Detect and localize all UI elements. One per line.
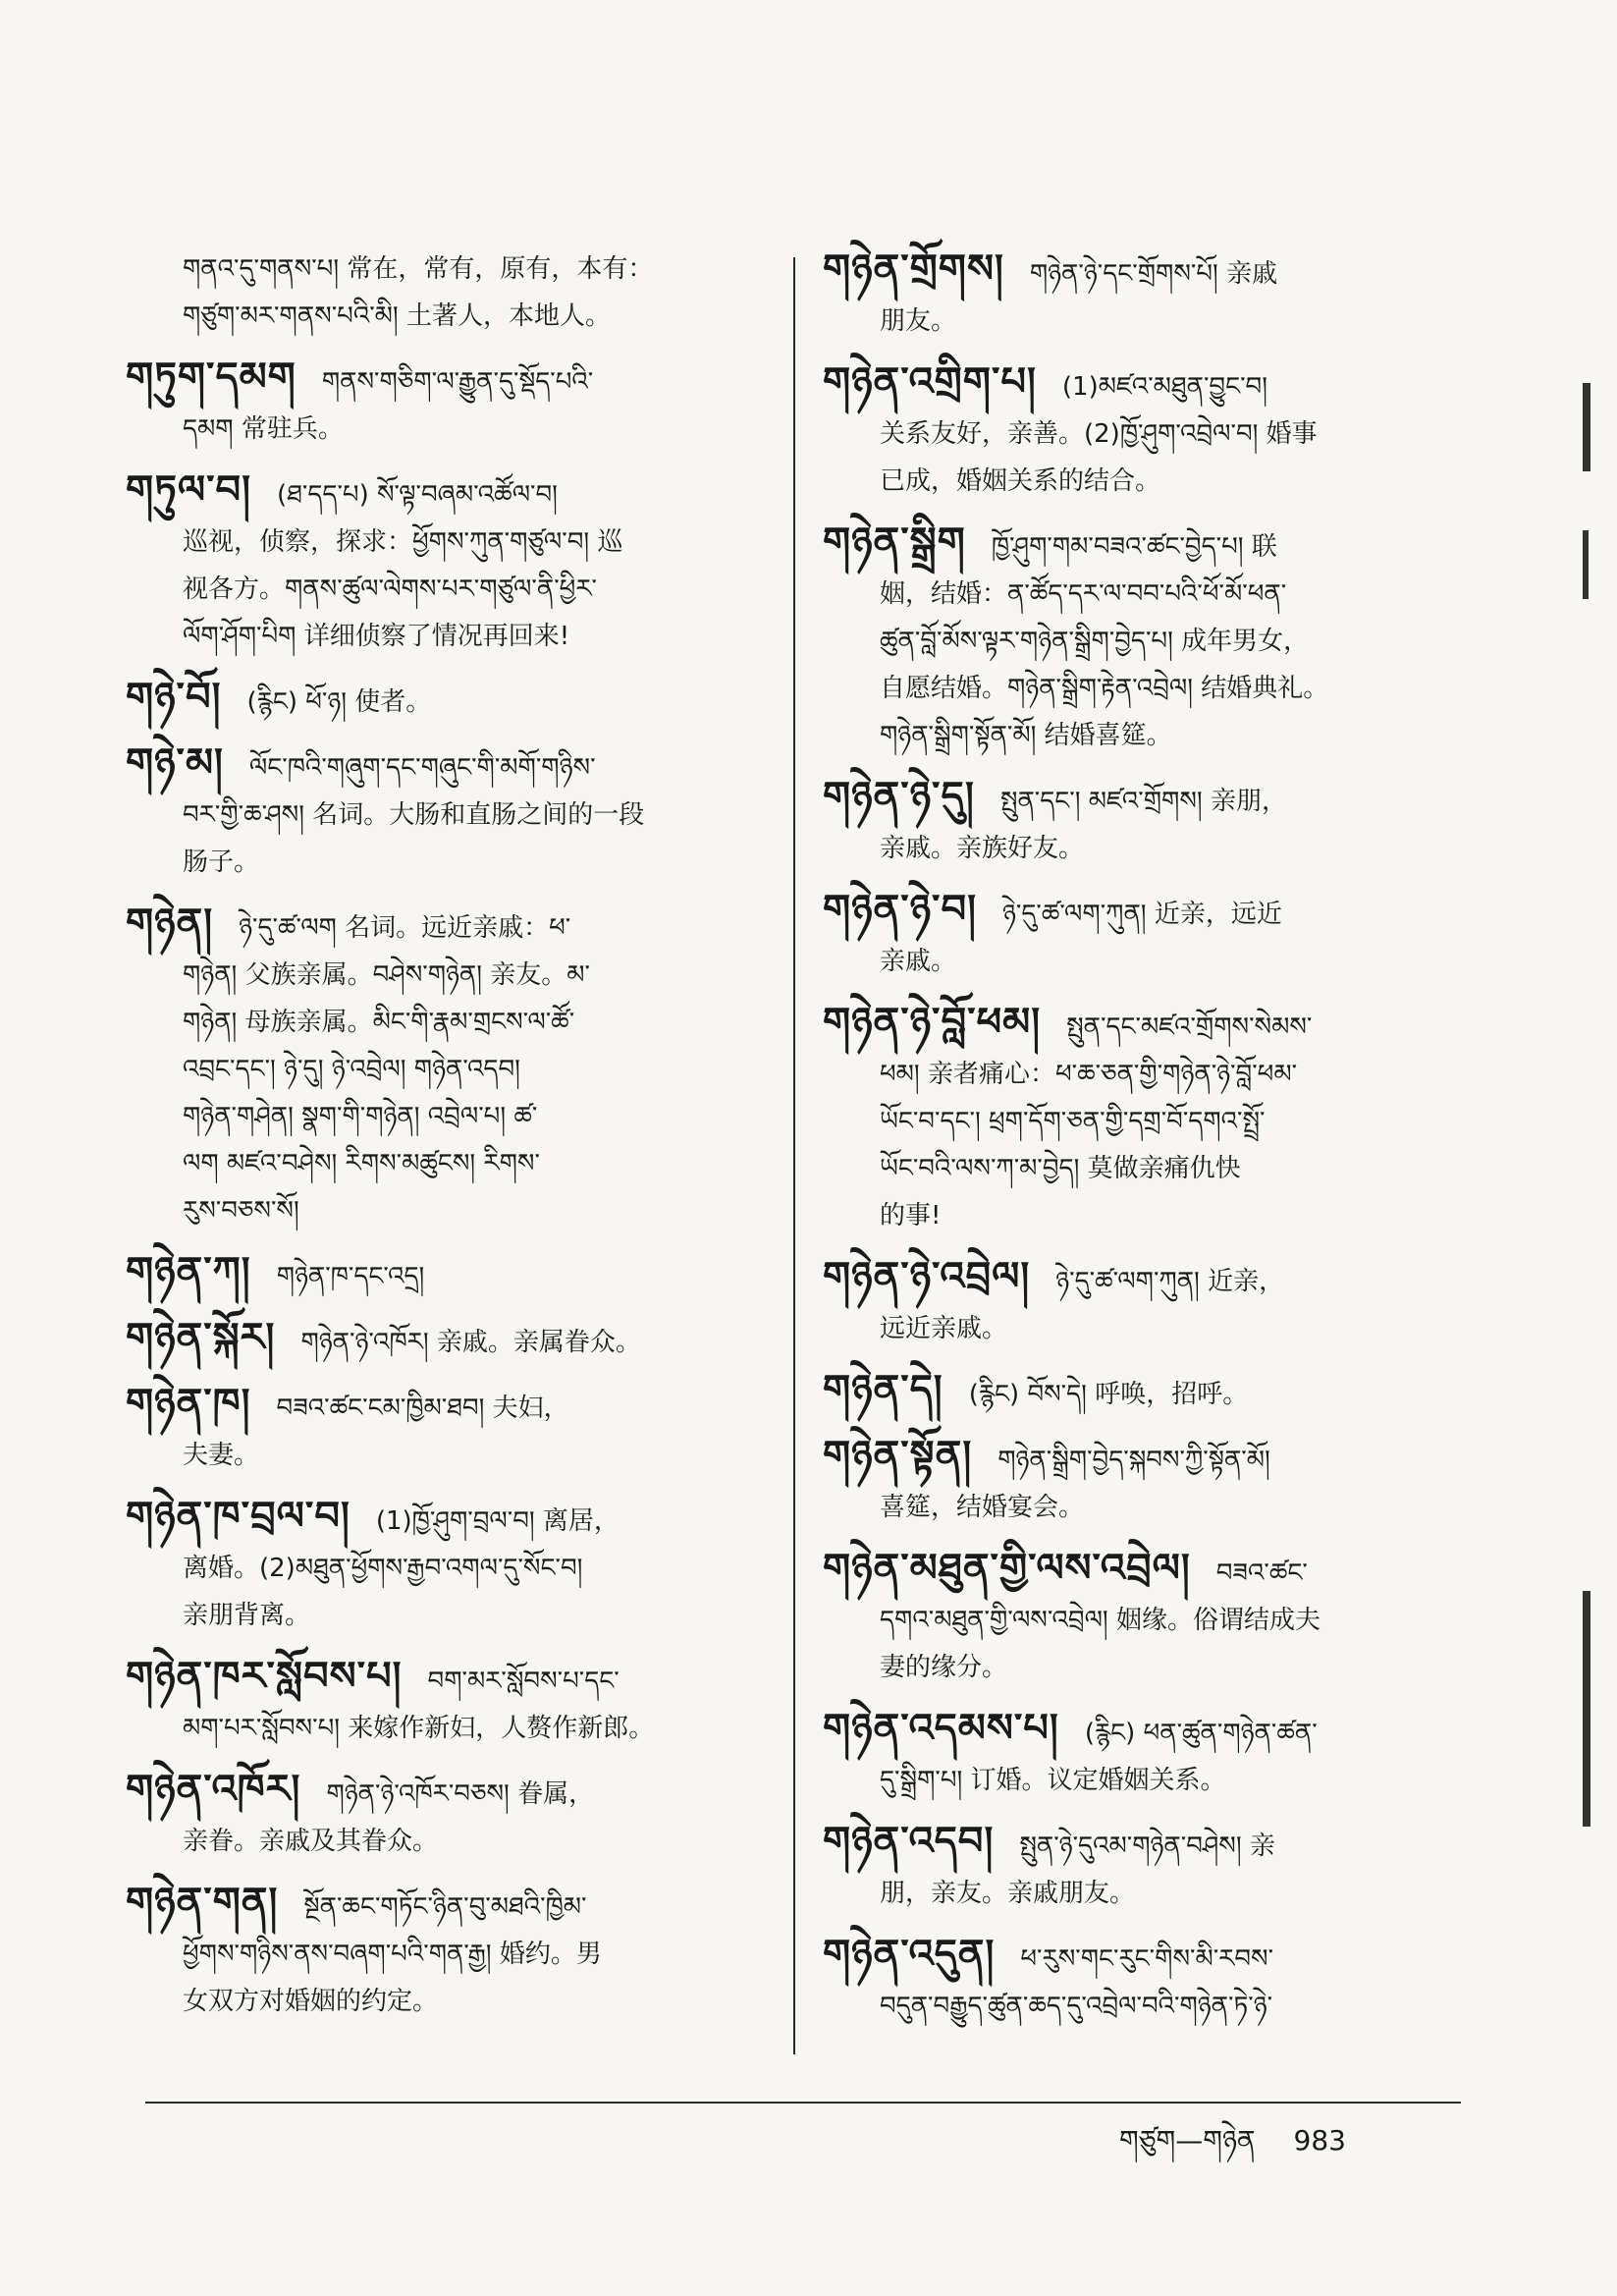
entry-line: [126, 1978, 774, 2025]
entry-line: [126, 1653, 774, 1705]
entry-line: [126, 613, 774, 660]
entry-line: [823, 1757, 1471, 1804]
entry-text: (རྙིང) ཕོ་ཉ། 使者。: [246, 687, 432, 717]
dictionary-entry: [823, 886, 1471, 985]
entry-text: 妻的缘分。: [880, 1653, 1008, 1682]
entry-text: ཉེ་དུ་ཚ་ལག་ཀུན། 近亲，: [1055, 1267, 1285, 1296]
entry-line: [126, 674, 774, 726]
entry-text: གནས་གཅིག་ལ་རྒྱུན་དུ་སྡོད་པའི་: [321, 367, 594, 397]
entry-line: [823, 1818, 1471, 1870]
dictionary-entry: [823, 999, 1471, 1239]
entry-text: (རྙིང) བོས་དེ། 呼唤，招呼。: [968, 1380, 1249, 1409]
entry-text: ཉེ་དུ་ཚ་ལག 名词。远近亲戚：ཕ་: [239, 913, 571, 943]
entry-line: [823, 1253, 1471, 1305]
entry-line: [126, 1314, 774, 1366]
scan-edge-mark: [1583, 530, 1589, 599]
entry-text: བཟའ་ཚང་: [1215, 1558, 1308, 1588]
entry-line: [126, 1931, 774, 1978]
dictionary-entry: [126, 1766, 774, 1865]
dictionary-entry: [126, 1380, 774, 1479]
entry-line: [126, 1766, 774, 1818]
entry-text: 自愿结婚。གཉེན་སྒྲིག་རྟེན་འབྲེལ། 结婚典礼。: [880, 674, 1329, 703]
entry-headword: གཉེ་བོ།: [126, 675, 222, 720]
dictionary-entry: [823, 358, 1471, 505]
entry-text: གཉེན་ཉེ་འཁོར། 亲戚。亲属眷众。: [300, 1328, 641, 1357]
entry-text: གཉེན། 母族亲属。མིང་གི་རྣམ་གྲངས་ལ་ཚོ་: [183, 1008, 575, 1037]
entry-headword: གཉེན་གན།: [126, 1880, 279, 1925]
entry-text: སྤུན་ཉེ་དུའམ་གཉེན་བཤེས། 亲: [1019, 1831, 1275, 1861]
dictionary-entry: [126, 466, 774, 660]
entry-text: གཉེན་གཤེན། སྣག་གི་གཉེན། འབྲེལ་པ། ཚ་: [183, 1102, 538, 1131]
entry-text: བར་གྱི་ཆ་ཤས། 名词。大肠和直肠之间的一段: [183, 800, 645, 830]
entry-text: ཁྱོ་ཤུག་གམ་བཟའ་ཚང་བྱེད་པ། 联: [991, 532, 1277, 562]
entry-text: ཡོང་བ་དང་། ཕྲག་དོག་ཅན་གྱི་དགྲ་བོ་དགའ་སྤྲོ་: [880, 1107, 1266, 1136]
dictionary-entry: [823, 773, 1471, 872]
entry-text: ཚུན་བློ་མོས་ལྟར་གཉེན་སྒྲིག་བྱེད་པ། 成年男女，: [880, 627, 1310, 656]
entry-text: མག་པར་སློབས་པ། 来嫁作新妇，人赘作新郎。: [183, 1714, 655, 1743]
entry-text: གཉེན་སྒྲིག་སྟོན་མོ། 结婚喜筵。: [880, 721, 1172, 750]
entry-headword: གཉེ་མ།: [126, 740, 224, 786]
entry-text: སྤུན་དང་། མཛའ་གྲོགས། 亲朋，: [999, 787, 1287, 816]
entry-text: 朋友。: [880, 306, 957, 336]
dictionary-entry: [823, 1366, 1471, 1418]
left-column: [126, 246, 774, 2039]
entry-line: [823, 1192, 1471, 1239]
entry-text: ཡོང་བའི་ལས་ཀ་མ་བྱེད། 莫做亲痛仇快: [880, 1154, 1241, 1183]
entry-headword: གཉེན་འཁོར།: [126, 1767, 301, 1812]
entry-line: [126, 1046, 774, 1093]
entry-line: [126, 1432, 774, 1479]
entry-text: (ཐ་དད་པ) སོ་ལྟ་བཞམ་འཚོལ་བ།: [277, 480, 558, 510]
entry-text: (1)མཛའ་མཐུན་བྱུང་བ།: [1061, 372, 1267, 402]
dictionary-entry: [126, 900, 774, 1234]
footer-rule: [145, 2102, 1461, 2104]
entry-headword: གཉེན་དེ།: [823, 1367, 943, 1412]
entry-line: [823, 1705, 1471, 1757]
scan-edge-mark: [1583, 383, 1590, 471]
dictionary-entry: [126, 246, 774, 340]
entry-text: 的事!: [880, 1201, 942, 1230]
entry-text: གཉེན་ཁ་དང་འདྲ།: [276, 1262, 425, 1291]
entry-text: རུས་བཅས་སོ།: [183, 1196, 299, 1226]
entry-line: [126, 519, 774, 566]
entry-line: [823, 886, 1471, 938]
dictionary-entry: [823, 1253, 1471, 1352]
dictionary-entry: [823, 1705, 1471, 1804]
dictionary-entry: [823, 1931, 1471, 2030]
entry-line: [126, 466, 774, 519]
entry-line: [126, 1545, 774, 1592]
dictionary-entry: [126, 1248, 774, 1300]
entry-line: [823, 1870, 1471, 1917]
entry-line: [126, 900, 774, 952]
entry-line: [823, 519, 1471, 571]
entry-text: བག་མར་སློབས་པ་དང་: [427, 1667, 620, 1696]
entry-text: ཕམ། 亲者痛心：ཕ་ཆ་ཅན་གྱི་གཉེན་ཉེ་བློ་ཕམ་: [880, 1060, 1298, 1089]
entry-text: 肠子。: [183, 847, 260, 877]
footer-range: གཙུག—གཉེན: [1119, 2124, 1256, 2157]
entry-text: 夫妻。: [183, 1441, 260, 1470]
entry-line: [126, 246, 774, 293]
entry-text: ཉེ་དུ་ཚ་ལག་ཀུན། 近亲，远近: [1001, 900, 1282, 929]
entry-line: [823, 298, 1471, 345]
entry-headword: གཉེན།: [126, 901, 214, 946]
entry-headword: གཉེན་ཉེ་དུ།: [823, 774, 975, 819]
entry-line: [823, 1983, 1471, 2030]
entry-text: 远近亲戚。: [880, 1314, 1008, 1343]
entry-line: [823, 410, 1471, 458]
entry-text: བཟའ་ཚང་ངམ་ཁྱིམ་ཐབ། 夫妇，: [276, 1394, 569, 1423]
entry-text: 已成，婚姻关系的结合。: [880, 466, 1161, 496]
entry-line: [823, 938, 1471, 985]
entry-text: 亲朋背离。: [183, 1601, 311, 1630]
entry-line: [126, 792, 774, 839]
entry-text: ལག མཛའ་བཤེས། རིགས་མཚུངས། རིགས་: [183, 1149, 540, 1178]
dictionary-entry: [823, 1818, 1471, 1917]
entry-headword: གཉེན་ཉེ་བ།: [823, 887, 977, 932]
entry-text: བདུན་བརྒྱུད་ཚུན་ཆད་དུ་འབྲེལ་བའི་གཉེན་ཏེ་ཉེ་: [880, 1992, 1273, 2021]
entry-text: 离婚。(2)མཐུན་ཕྱོགས་རྒྱབ་འགལ་དུ་སོང་བ།: [183, 1554, 583, 1583]
entry-line: [823, 1644, 1471, 1691]
entry-line: [823, 999, 1471, 1051]
dictionary-entry: [126, 1493, 774, 1639]
dictionary-entry: [126, 1653, 774, 1752]
entry-text: གཉེན་སྒྲིག་བྱེད་སྐབས་ཀྱི་སྟོན་མོ།: [997, 1446, 1270, 1475]
dictionary-entry: [823, 1545, 1471, 1691]
entry-headword: གཉེན་འདབ།: [823, 1819, 995, 1864]
entry-text: དམག 常驻兵。: [183, 414, 344, 444]
entry-text: སྤུན་དང་མཛའ་གྲོགས་སེམས་: [1066, 1012, 1313, 1042]
entry-headword: གཉེན་སྐོར།: [126, 1315, 276, 1360]
entry-line: [823, 458, 1471, 505]
entry-line: [126, 566, 774, 613]
entry-text: 亲眷。亲戚及其眷众。: [183, 1827, 439, 1856]
entry-line: [126, 1187, 774, 1234]
entry-line: [823, 358, 1471, 410]
dictionary-entry: [126, 739, 774, 886]
right-column: [823, 246, 1471, 2044]
entry-text: ལོང་ཁའི་གཞུག་དང་གཞུང་གི་མགོ་གཉིས་: [248, 753, 596, 783]
entry-headword: གཉེན་འདམས་པ།: [823, 1706, 1059, 1751]
entry-line: [823, 1545, 1471, 1597]
entry-text: གཉེན་ཉེ་འཁོར་བཅས། 眷属，: [326, 1779, 595, 1809]
entry-line: [823, 1597, 1471, 1644]
dictionary-entry: [126, 674, 774, 726]
entry-headword: གཏུག་དམག: [126, 355, 296, 400]
entry-text: 姻，结婚：ན་ཚོད་དར་ལ་བབ་པའི་ཕོ་མོ་ཕན་: [880, 579, 1287, 609]
entry-text: 朋，亲友。亲戚朋友。: [880, 1879, 1136, 1908]
entry-line: [126, 999, 774, 1046]
entry-headword: གཉེན་ཁར་སློབས་པ།: [126, 1654, 403, 1699]
entry-text: (རྙིང) ཕན་ཚུན་གཉེན་ཚན་: [1084, 1719, 1318, 1748]
entry-line: [126, 354, 774, 406]
entry-line: [823, 1366, 1471, 1418]
entry-text: དགའ་མཐུན་གྱི་ལས་འབྲེལ། 姻缘。俗谓结成夫: [880, 1606, 1321, 1635]
entry-headword: གཉེན་འདུན།: [823, 1932, 996, 1977]
entry-line: [823, 1145, 1471, 1192]
entry-text: (1)ཁྱོ་ཤུག་བྲལ་བ། 离居，: [375, 1506, 620, 1536]
entry-text: 巡视，侦察，探求：ཕྱོགས་ཀུན་གཙུལ་བ། 巡: [183, 527, 623, 557]
entry-headword: གཉེན་ཁ།: [126, 1381, 251, 1426]
entry-headword: གཉེན་ཉེ་བློ་ཕམ།: [823, 1000, 1042, 1045]
entry-text: 视各方。གནས་ཚུལ་ལེགས་པར་གཙུལ་ནི་ཕྱིར་: [183, 574, 597, 604]
entry-headword: གཉེན་མཐུན་གྱི་ལས་འབྲེལ།: [823, 1546, 1191, 1591]
entry-headword: གཉེན་ཁ་བྲལ་བ།: [126, 1494, 350, 1539]
scan-edge-mark: [1583, 1591, 1590, 1827]
entry-headword: གཉེན་ཉེ་འབྲེལ།: [823, 1254, 1031, 1299]
entry-line: [823, 571, 1471, 618]
entry-line: [823, 1931, 1471, 1983]
entry-line: [823, 825, 1471, 872]
entry-line: [823, 665, 1471, 712]
entry-line: [126, 739, 774, 792]
entry-text: ཕྱོགས་གཉིས་ནས་བཞག་པའི་གན་རྒྱ། 婚约。男: [183, 1940, 602, 1969]
entry-text: འབྲང་དང་། ཉེ་དུ། ཉེ་འབྲེལ། གཉེན་འདབ།: [183, 1055, 520, 1084]
entry-line: [126, 1705, 774, 1752]
entry-line: [126, 1248, 774, 1300]
entry-line: [126, 1592, 774, 1639]
entry-line: [823, 712, 1471, 759]
dictionary-entry: [126, 1879, 774, 2025]
entry-headword: གཉེན་གྲོགས།: [823, 246, 1004, 292]
entry-line: [126, 1380, 774, 1432]
entry-line: [126, 1140, 774, 1187]
entry-line: [823, 1051, 1471, 1098]
entry-text: 女双方对婚姻的约定。: [183, 1987, 439, 2016]
entry-text: 亲戚。: [880, 947, 957, 976]
entry-line: [823, 773, 1471, 825]
entry-text: 关系友好，亲善。(2)ཁྱོ་ཤུག་འབྲེལ་བ། 婚事: [880, 419, 1318, 449]
entry-headword: གཉེན་འགྲིག་པ།: [823, 359, 1037, 405]
entry-text: ཕ་རུས་གང་རུང་གིས་མི་རབས་: [1020, 1944, 1274, 1974]
entry-line: [823, 1432, 1471, 1484]
entry-line: [126, 839, 774, 886]
entry-line: [823, 1098, 1471, 1145]
entry-text: སྔོན་ཆང་གཏོང་ཉིན་བུ་མཐའི་ཁྱིམ་: [303, 1892, 587, 1922]
entry-headword: གཉེན་སྒྲིག: [823, 519, 966, 565]
entry-line: [823, 1305, 1471, 1352]
entry-line: [126, 952, 774, 999]
entry-line: [126, 293, 774, 340]
entry-text: གཉེན། 父族亲属。བཤེས་གཉེན། 亲友。མ་: [183, 960, 591, 990]
dictionary-entry: [126, 354, 774, 453]
entry-text: གནའ་དུ་གནས་པ། 常在，常有，原有，本有：: [183, 254, 654, 284]
dictionary-entry: [823, 1432, 1471, 1531]
entry-text: གཙུག་མར་གནས་པའི་མི། 土著人，本地人。: [183, 301, 611, 331]
entry-headword: གཏུལ་བ།: [126, 467, 252, 513]
entry-line: [823, 246, 1471, 298]
dictionary-entry: [126, 1314, 774, 1366]
entry-line: [823, 618, 1471, 665]
entry-headword: གཉེན་ཀ།: [126, 1249, 251, 1294]
entry-line: [126, 1493, 774, 1545]
entry-line: [126, 406, 774, 453]
entry-text: གཉེན་ཉེ་དང་གྲོགས་པོ། 亲戚: [1029, 259, 1278, 289]
entry-line: [126, 1818, 774, 1865]
column-divider: [793, 257, 795, 2054]
entry-text: དུ་སྒྲིག་པ། 订婚。议定婚姻关系。: [880, 1766, 1226, 1795]
dictionary-entry: [823, 519, 1471, 759]
entry-text: ལོག་ཤོག་པིག 详细侦察了情况再回来!: [183, 622, 570, 651]
entry-text: 喜筵，结婚宴会。: [880, 1493, 1085, 1522]
entry-line: [823, 1484, 1471, 1531]
page-footer: [1119, 2109, 1346, 2187]
entry-line: [126, 1093, 774, 1140]
dictionary-entry: [823, 246, 1471, 345]
entry-text: 亲戚。亲族好友。: [880, 834, 1085, 863]
entry-line: [126, 1879, 774, 1931]
entry-headword: གཉེན་སྟོན།: [823, 1433, 973, 1478]
page-number: 983: [1293, 2124, 1346, 2157]
